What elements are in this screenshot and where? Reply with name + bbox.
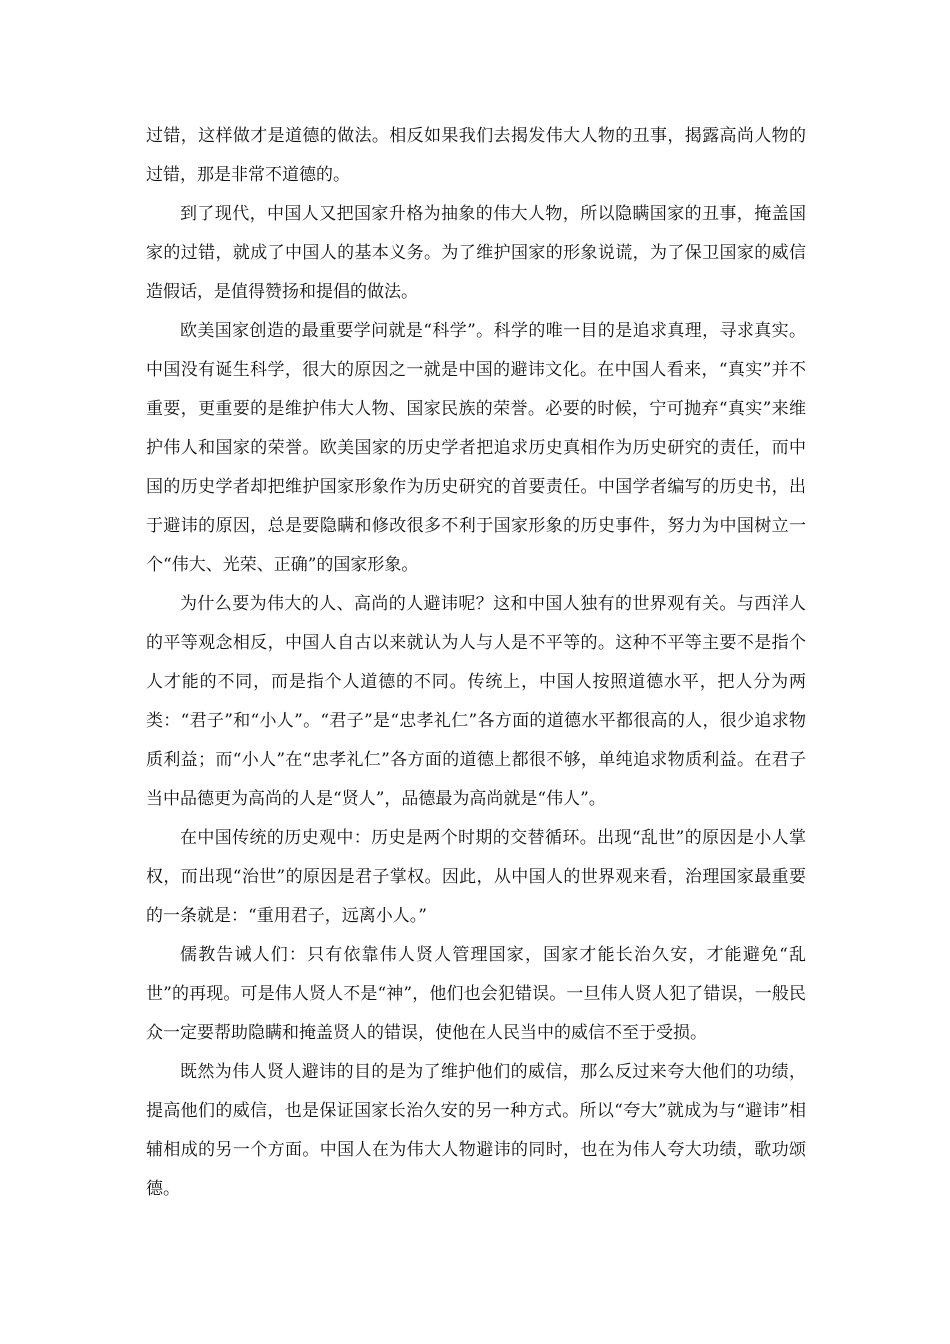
document-body	[146, 117, 806, 1209]
paragraph: 儒教告诫人们：只有依靠伟人贤人管理国家，国家才能长治久安，才能避免“乱世”的再现。可是伟人贤人不是“神”，他们也会犯错误。一旦伟人贤人犯了错误，一般民众一定要帮助隐瞒和掩盖贤人的错误，使他在人民当中的威信不至于受损。	[146, 945, 806, 1043]
paragraph: 到了现代，中国人又把国家升格为抽象的伟大人物，所以隐瞒国家的丑事，掩盖国家的过错，就成了中国人的基本义务。为了维护国家的形象说谎，为了保卫国家的威信造假话，是值得赞扬和提倡的做法。	[146, 204, 806, 302]
paragraph-continuation: 过错，这样做才是道德的做法。相反如果我们去揭发伟大人物的丑事，揭露高尚人物的过错，那是非常不道德的。	[146, 126, 806, 185]
paragraph: 欧美国家创造的最重要学问就是“科学”。科学的唯一目的是追求真理，寻求真实。中国没有诞生科学，很大的原因之一就是中国的避讳文化。在中国人看来，“真实”并不重要，更重要的是维护伟大人物、国家民族的荣誉。必要的时候，宁可抛弃“真实”来维护伟人和国家的荣誉。欧美国家的历史学者把追求历史真相作为历史研究的责任，而中国的历史学者却把维护国家形象作为历史研究的首要责任。中国学者编写的历史书，出于避讳的原因，总是要隐瞒和修改很多不利于国家形象的历史事件，努力为中国树立一个“伟大、光荣、正确”的国家形象。	[146, 321, 806, 575]
paragraph: 既然为伟人贤人避讳的目的是为了维护他们的威信，那么反过来夸大他们的功绩，提高他们的威信，也是保证国家长治久安的另一种方式。所以“夸大”就成为与“避讳”相辅相成的另一个方面。中国人在为伟大人物避讳的同时，也在为伟人夸大功绩，歌功颂德。	[146, 1062, 806, 1199]
paragraph: 在中国传统的历史观中：历史是两个时期的交替循环。出现“乱世”的原因是小人掌权，而出现“治世”的原因是君子掌权。因此，从中国人的世界观来看，治理国家最重要的一条就是：“重用君子，远离小人。”	[146, 828, 806, 926]
paragraph: 为什么要为伟大的人、高尚的人避讳呢？这和中国人独有的世界观有关。与西洋人的平等观念相反，中国人自古以来就认为人与人是不平等的。这种不平等主要不是指个人才能的不同，而是指个人道德的不同。传统上，中国人按照道德水平，把人分为两类：“君子”和“小人”。“君子”是“忠孝礼仁”各方面的道德水平都很高的人，很少追求物质利益；而“小人”在“忠孝礼仁”各方面的道德上都很不够，单纯追求物质利益。在君子当中品德更为高尚的人是“贤人”，品德最为高尚就是“伟人”。	[146, 594, 806, 809]
